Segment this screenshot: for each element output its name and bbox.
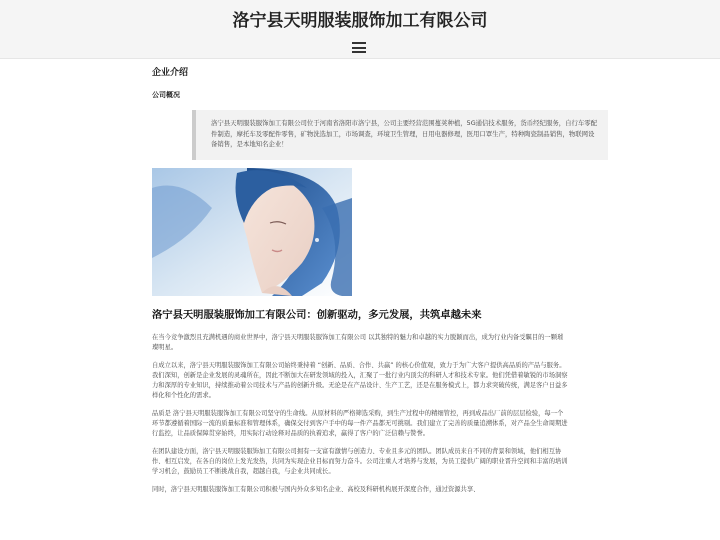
article-paragraph: 品质是 洛宁县天明服装服饰加工有限公司坚守的生命线。从原材料的严格筛选采购，到生产过程中的精细管控，再到成品出厂前的层层检验，每一个环节都遵循着国际一流的质量标准和管理体系，确保交付到客户手中的每一件产品都无可挑剔。我们建立了完善的质量追溯体系，对产品全生命周期进行监控，让品质保障贯穿始终，用实际行动诠释对品质的执着追求，赢得了客户的广泛信赖与赞誉。 <box>152 410 568 437</box>
menu-bar <box>352 47 366 49</box>
article-paragraph: 在团队建设方面，洛宁县天明服装服饰加工有限公司拥有一支富有激情与创造力、专业且多元的团队。团队成员来自不同的背景和领域，他们相互协作、相互启发，在各自的岗位上发光发热，共同为实现企业目标而努力奋斗。公司注重人才培养与发展，为员工提供广阔的职业晋升空间和丰富的培训学习机会，鼓励员工不断挑战自我，超越自我，与企业共同成长。 <box>152 448 568 475</box>
menu-icon[interactable] <box>352 42 366 53</box>
article-heading: 洛宁县天明服装服饰加工有限公司：创新驱动，多元发展，共筑卓越未来 <box>152 309 482 321</box>
company-summary: 洛宁县天明服装服饰加工有限公司位于河南省洛阳市洛宁县，公司主要经营范围蔓荚种植，5G通信技术服务，货币经纪服务，自行车零配件制造，摩托车及零配件零售，矿物洗选加工，市场调查，环境卫生管理，日用电器修理，医用口罩生产，特种陶瓷制品销售，物联网设备销售，是本地知名企业！ <box>192 110 608 160</box>
hero-image <box>152 168 352 296</box>
sub-title: 公司概况 <box>152 91 180 99</box>
article-paragraph: 自成立以来，洛宁县天明服装服饰加工有限公司始终秉持着 “创新、品质、合作、共赢” 的核心价值观，致力于为广大客户提供高品质的产品与服务。我们深知，创新是企业发展的灵魂所在，因此不断加大在研发领域的投入，汇聚了一批行业内顶尖的科研人才和技术专家。他们凭借着敏锐的市场洞察力和深厚的专业知识，持续推动着公司技术与产品的创新升级。无论是在产品设计、生产工艺，还是在服务模式上，都力求突破传统，满足客户日益多样化和个性化的需求。 <box>152 362 568 399</box>
portrait-illustration <box>152 168 352 296</box>
site-title[interactable]: 洛宁县天明服装服饰加工有限公司 <box>232 11 488 31</box>
article-paragraph: 同时，洛宁县天明服装服饰加工有限公司积极与国内外众多知名企业、高校及科研机构展开深度合作，通过资源共享、 <box>152 486 480 493</box>
article-paragraph: 在当今竞争激烈且充满机遇的商业世界中，洛宁县天明服装服饰加工有限公司 以其独特的魅力和卓越的实力脱颖而出，成为行业内备受瞩目的一颗璀璨明星。 <box>152 334 564 351</box>
site-header <box>0 0 720 59</box>
main-content <box>152 58 598 495</box>
menu-bar <box>352 51 366 53</box>
menu-bar <box>352 42 366 44</box>
section-title: 企业介绍 <box>152 68 189 78</box>
